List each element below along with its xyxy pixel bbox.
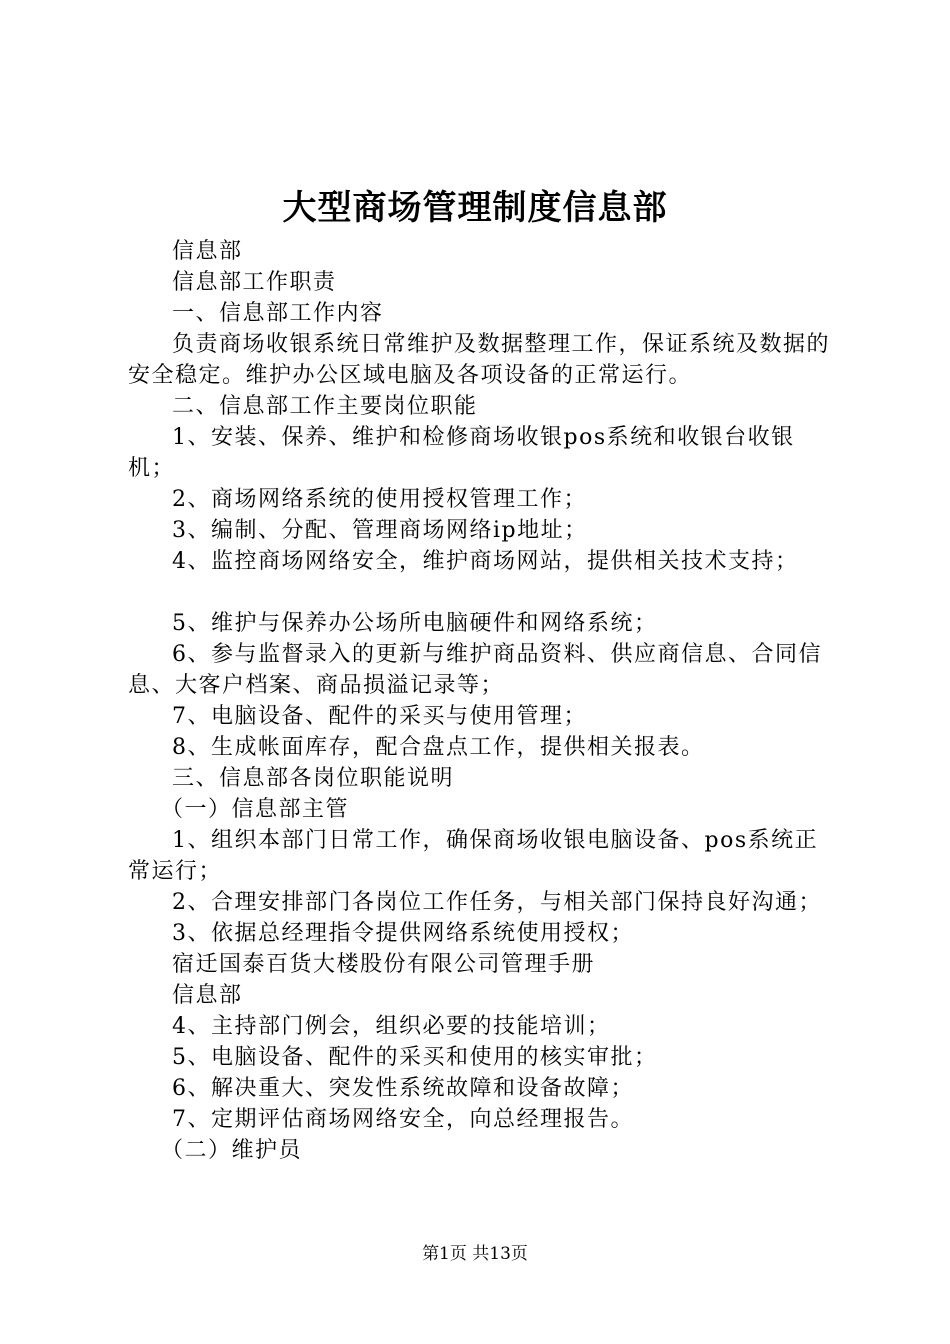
document-body — [128, 236, 840, 1166]
list-item: 3、编制、分配、管理商场网络ip地址； — [172, 518, 588, 543]
list-item: 4、监控商场网络安全，维护商场网站，提供相关技术支持； — [172, 549, 799, 574]
document-title: 大型商场管理制度信息部 — [282, 188, 668, 228]
list-item: 3、依据总经理指令提供网络系统使用授权； — [172, 921, 634, 946]
blank-line — [128, 577, 840, 608]
list-item: 7、定期评估商场网络安全，向总经理报告。 — [172, 1107, 634, 1132]
list-item: 6、参与监督录入的更新与维护商品资料、供应商信息、合同信息、大客户档案、商品损溢记录等； — [128, 642, 822, 698]
paragraph: 信息部工作职责 — [172, 270, 337, 295]
list-item: 7、电脑设备、配件的采买与使用管理； — [172, 704, 587, 729]
list-item: 2、商场网络系统的使用授权管理工作； — [172, 487, 587, 512]
subsection-heading: （二）维护员 — [161, 1138, 303, 1163]
paragraph: 负责商场收银系统日常维护及数据整理工作，保证系统及数据的安全稳定。维护办公区域电脑及各项设备的正常运行。 — [128, 332, 831, 388]
list-item: 8、生成帐面库存，配合盘点工作，提供相关报表。 — [172, 735, 705, 760]
section-heading: 一、信息部工作内容 — [172, 301, 384, 326]
list-item: 2、合理安排部门各岗位工作任务，与相关部门保持良好沟通； — [172, 890, 822, 915]
page-footer: 第1页 共13页 — [422, 1244, 528, 1264]
section-heading: 三、信息部各岗位职能说明 — [172, 766, 455, 791]
list-item: 6、解决重大、突发性系统故障和设备故障； — [172, 1076, 634, 1101]
paragraph: 信息部 — [172, 239, 243, 264]
list-item: 5、电脑设备、配件的采买和使用的核实审批； — [172, 1045, 658, 1070]
section-heading: 二、信息部工作主要岗位职能 — [172, 394, 478, 419]
running-header: 宿迁国泰百货大楼股份有限公司管理手册 — [172, 952, 596, 977]
subsection-heading: （一）信息部主管 — [161, 797, 350, 822]
list-item: 4、主持部门例会，组织必要的技能培训； — [172, 1014, 611, 1039]
list-item: 5、维护与保养办公场所电脑硬件和网络系统； — [172, 611, 658, 636]
running-header: 信息部 — [172, 983, 243, 1008]
list-item: 1、安装、保养、维护和检修商场收银pos系统和收银台收银机； — [128, 425, 795, 481]
list-item: 1、组织本部门日常工作，确保商场收银电脑设备、pos系统正常运行； — [128, 828, 819, 884]
